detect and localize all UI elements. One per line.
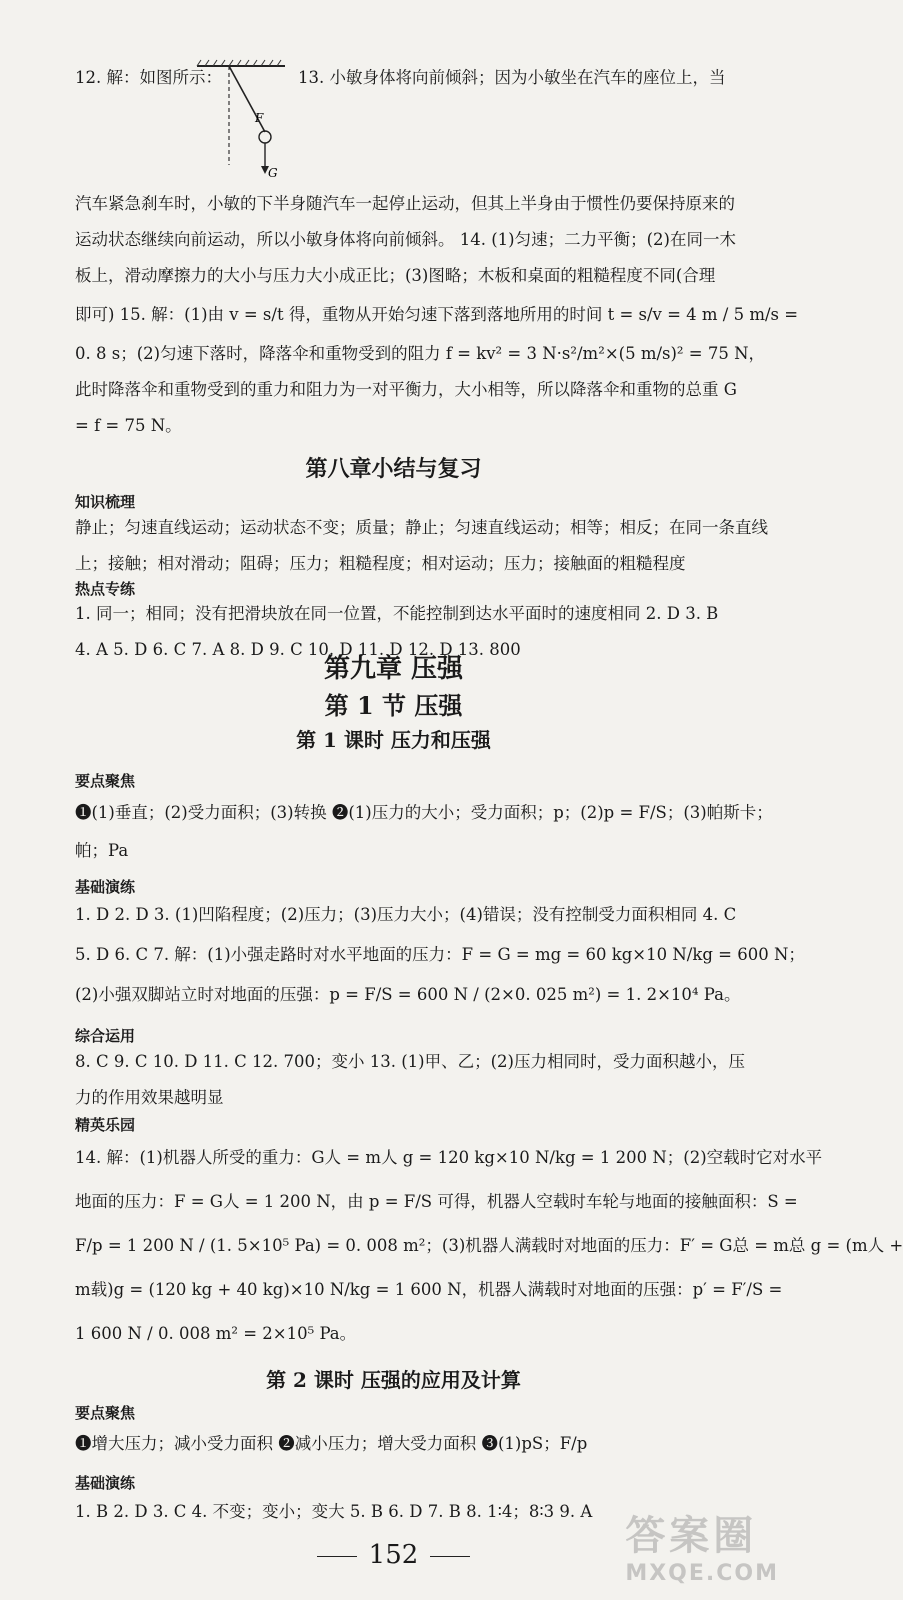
- chapter8-title: 第八章小结与复习: [305, 456, 482, 482]
- knowledge-label: 知识梳理: [75, 493, 136, 511]
- focus2-text: ❶增大压力；减小受力面积 ❷减小压力；增大受力面积 ❸(1)pS；F/p: [75, 1434, 588, 1453]
- watermark-logo: 答案圈 MXQE.COM: [625, 1513, 779, 1586]
- knowledge-text: 静止；匀速直线运动；运动状态不变；质量；静止；匀速直线运动；相等；相反；在同一条直线 上；接触；相对滑动；阻碍；压力；粗糙程度；相对运动；压力；接触面的粗糙程度: [75, 518, 768, 573]
- basic-label: 基础演练: [75, 878, 136, 896]
- lesson1-title: 第 1 课时 压力和压强: [296, 728, 491, 752]
- top-line: 0. 8 s；(2)匀速下落时，降落伞和重物受到的阻力 f = kv² = 3 N·s²/m²×(5 m/s)² = 75 N，: [75, 344, 766, 363]
- focus2-label: 要点聚焦: [75, 1404, 136, 1422]
- combo-text: 8. C 9. C 10. D 11. C 12. 700；变小 13. (1)甲、乙；(2)压力相同时，受力面积越小，压 力的作用效果越明显: [75, 1052, 745, 1107]
- lesson2-title: 第 2 课时 压强的应用及计算: [266, 1368, 521, 1392]
- pendulum-figure: [195, 60, 295, 180]
- focus-label: 要点聚焦: [75, 772, 136, 790]
- basic2-text: 1. B 2. D 3. C 4. 不变；变小；变大 5. B 6. D 7. B 8. 1∶4；8∶3 9. A: [75, 1502, 593, 1521]
- top-line: 即可) 15. 解：(1)由 v = s/t 得，重物从开始匀速下落到落地所用的时间 t = s/v = 4 m / 5 m/s =: [75, 305, 799, 324]
- q12-text: [75, 60, 222, 96]
- basic-text: 1. D 2. D 3. (1)凹陷程度；(2)压力；(3)压力大小；(4)错误；没有控制受力面积相同 4. C 5. D 6. C 7. 解：(1)小强走路时对水平地面的压力：F = G = mg = 60 kg×10 N/kg = 600 N； (2)小强双脚站立时对地面的压强：p = F/S = 600 N / (2×0. 025 m²) = 1. 2×10⁴ Pa。: [75, 905, 805, 1004]
- q12-line: 12. 解：如图所示：: [75, 68, 222, 87]
- elite-text: 14. 解：(1)机器人所受的重力：G人 = m人 g = 120 kg×10 N/kg = 1 200 N；(2)空载时它对水平 地面的压力：F = G人 = 1 200 N，由 p = F/S 可得，机器人空载时车轮与地面的接触面积：S = F/p = 1 200 N / (1. 5×10⁵ Pa) = 0. 008 m²；(3)机器人满载时对地面的压力：F′ = G总 = m总 g = (m人 + m载)g = (120 kg + 40 kg)×10 N/kg = 1 600 N，机器人满载时对地面的压强：p′ = F′/S = 1 600 N / 0. 008 m² = 2×10⁵ Pa。: [75, 1148, 903, 1343]
- chapter9-title: 第九章 压强: [323, 654, 464, 684]
- elite-label: 精英乐园: [75, 1116, 136, 1134]
- hot-label: 热点专练: [75, 580, 136, 598]
- basic2-label: 基础演练: [75, 1474, 136, 1492]
- top-line: 汽车紧急刹车时，小敏的下半身随汽车一起停止运动，但其上半身由于惯性仍要保持原来的: [75, 194, 735, 213]
- label-G: G: [268, 166, 278, 180]
- hot-text: 1. 同一；相同；没有把滑块放在同一位置，不能控制到达水平面时的速度相同 2. D 3. B 4. A 5. D 6. C 7. A 8. D 9. C 10. D 11. D 12. D 13. 800: [75, 604, 719, 659]
- top-line: = f = 75 N。: [75, 416, 182, 435]
- top-line: 运动状态继续向前运动，所以小敏身体将向前倾斜。 14. (1)匀速；二力平衡；(2)在同一木: [75, 230, 736, 249]
- combo-label: 综合运用: [75, 1027, 136, 1045]
- top-line: 此时降落伞和重物受到的重力和阻力为一对平衡力，大小相等，所以降落伞和重物的总重 G: [75, 380, 737, 399]
- q13-first-line: 13. 小敏身体将向前倾斜；因为小敏坐在汽车的座位上，当: [298, 68, 726, 87]
- top-answers: [75, 186, 799, 444]
- bob-circle: [259, 131, 271, 143]
- section1-title: 第 1 节 压强: [324, 691, 463, 720]
- focus-text: ❶(1)垂直；(2)受力面积；(3)转换 ❷(1)压力的大小；受力面积；p；(2)p = F/S；(3)帕斯卡； 帕；Pa: [75, 803, 773, 860]
- top-line: 板上，滑动摩擦力的大小与压力大小成正比；(3)图略；木板和桌面的粗糙程度不同(合理: [75, 266, 716, 285]
- label-F: F: [255, 111, 264, 125]
- page-number: 152: [0, 1540, 787, 1570]
